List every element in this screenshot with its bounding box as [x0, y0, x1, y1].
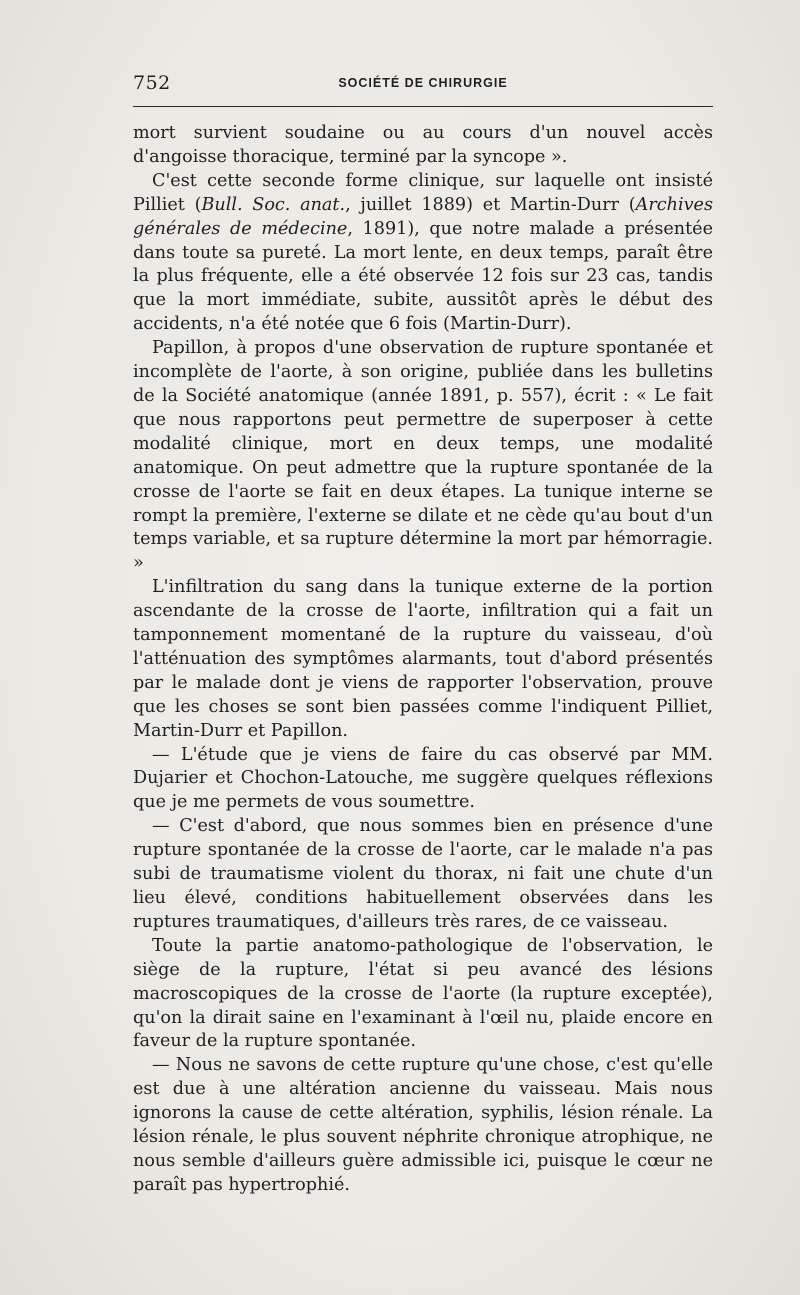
- paragraph-text: , 1891), que notre malade a présentée dans toute sa pureté. La mort lente, en deux temps, paraît être la plus fréquente, elle a été observée 12 fois sur 23 cas, tandis que la mort immédiate, subite, aussitôt après le début des accidents, n'a été notée que 6 fois (Martin-Durr).: [133, 218, 713, 335]
- paragraph-clinical-form: [133, 170, 713, 337]
- paragraph-text: C'est cette seconde forme clinique, sur laquelle ont insisté Pilliet (: [133, 170, 713, 215]
- page-header: [133, 72, 713, 100]
- citation-title: Bull. Soc. anat.: [201, 194, 346, 215]
- paragraph-spontaneous-rupture: — C'est d'abord, que nous sommes bien en présence d'une rupture spontanée de la crosse de l'aorte, car le malade n'a pas subi de traumatisme violent du thorax, ni fait une chute d'un lieu élevé, conditions habituellement observées dans les ruptures traumatiques, d'ailleurs très rares, de ce vaisseau.: [133, 816, 713, 932]
- paragraph-infiltration: L'infiltration du sang dans la tunique externe de la portion ascendante de la crosse de l'aorte, infiltration qui a fait un tamponnement momentané de la rupture du vaisseau, d'où l'atténuation des symptômes alarmants, tout d'abord présentés par le malade dont je viens de rapporter l'observation, prouve que les choses se sont bien passées comme l'indiquent Pilliet, Martin-Durr et Papillon.: [133, 577, 713, 741]
- page-number: 752: [133, 72, 171, 94]
- header-rule: [133, 106, 713, 107]
- paragraph-cause: — Nous ne savons de cette rupture qu'une chose, c'est qu'elle est due à une altération ancienne du vaisseau. Mais nous ignorons la cause de cette altération, syphilis, lésion rénale. La lésion rénale, le plus souvent néphrite chronique atrophique, ne nous semble d'ailleurs guère admissible ici, puisque le cœur ne paraît pas hypertrophié.: [133, 1055, 713, 1195]
- body-text: [133, 122, 713, 1198]
- paragraph-study: — L'étude que je viens de faire du cas observé par MM. Dujarier et Chochon-Latouche, me suggère quelques réflexions que je me permets de vous soumettre.: [133, 744, 713, 813]
- paragraph-anatomo-pathology: Toute la partie anatomo-pathologique de l'observation, le siège de la rupture, l'état si peu avancé des lésions macroscopiques de la crosse de l'aorte (la rupture exceptée), qu'on la dirait saine en l'examinant à l'œil nu, plaide encore en faveur de la rupture spontanée.: [133, 935, 713, 1052]
- paragraph-continuation: mort survient soudaine ou au cours d'un nouvel accès d'angoisse thoracique, terminé par la syncope ».: [133, 123, 713, 167]
- paragraph-papillon: Papillon, à propos d'une observation de rupture spontanée et incomplète de l'aorte, à son origine, publiée dans les bulletins de la Société anatomique (année 1891, p. 557), écrit : « Le fait que nous rapportons peut permettre de superposer à cette modalité clinique, mort en deux temps, une modalité anatomique. On peut admettre que la rupture spontanée de la crosse de l'aorte se fait en deux étapes. La tunique interne se rompt la première, l'externe se dilate et ne cède qu'au bout d'un temps variable, et sa rupture détermine la mort par hémorragie. »: [133, 338, 713, 574]
- citation-title: Archives générales de médecine: [133, 194, 713, 239]
- running-title: SOCIÉTÉ DE CHIRURGIE: [338, 76, 508, 90]
- paragraph-text: , juillet 1889) et Martin-Durr (: [345, 194, 636, 215]
